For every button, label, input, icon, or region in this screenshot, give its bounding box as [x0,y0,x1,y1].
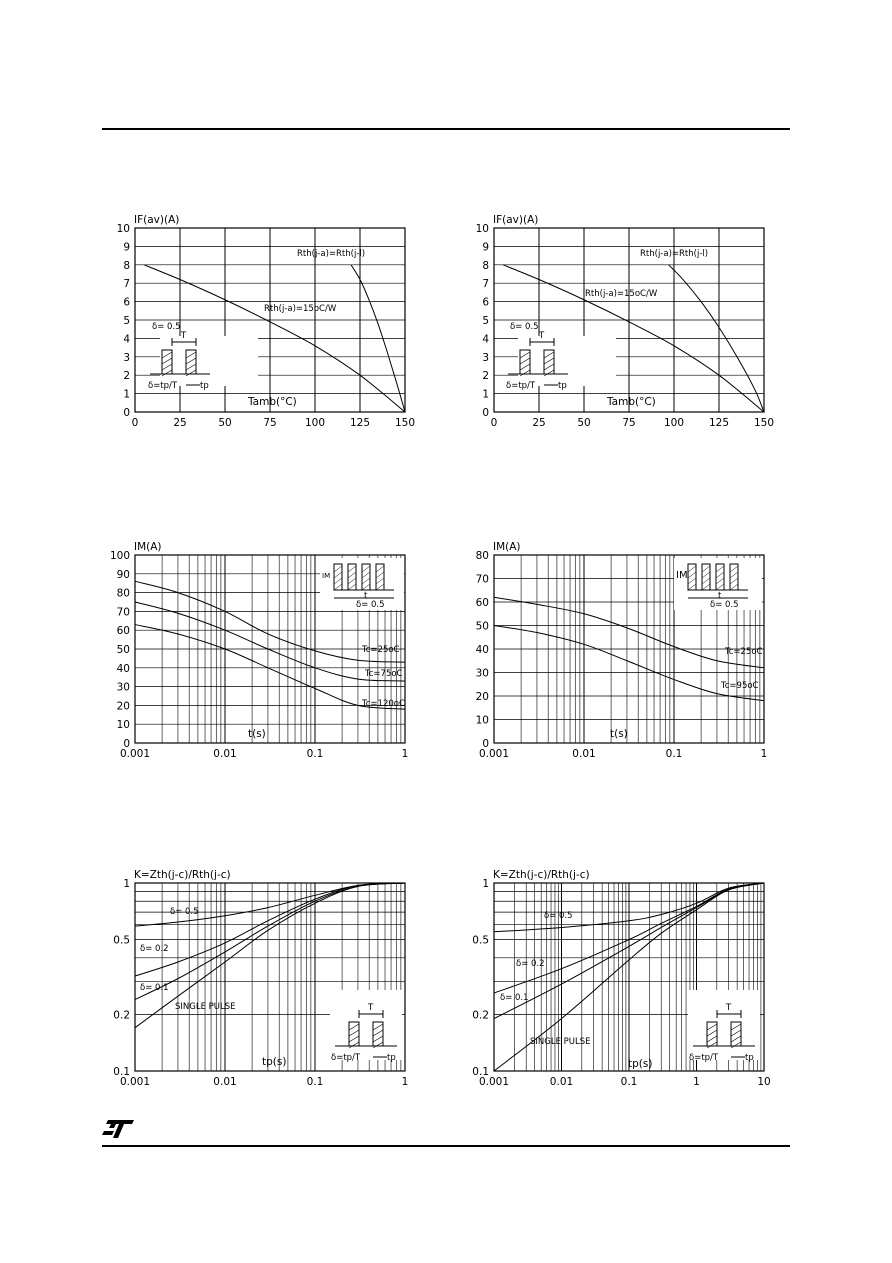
y-tick-label: 0.2 [472,1009,489,1022]
y-tick-label: 7 [123,278,130,291]
y-tick-label: 1 [123,388,130,401]
y-tick-label: 0 [482,738,489,750]
x-tick-label: 125 [349,417,371,429]
y-tick-label: 5 [123,315,130,327]
y-axis-label: IM(A) [134,541,162,553]
inset-formula: δ=tp/T [689,1053,719,1063]
x-tick-label: 1 [401,1076,409,1088]
x-tick-label: 1 [401,748,409,760]
x-tick-label: 0.01 [213,748,237,760]
inset-t: t [364,591,368,601]
x-tick-label: 0.1 [620,1076,638,1088]
current-pulse-inset [320,558,404,610]
series-annotation: δ= 0.5 [170,907,199,917]
inset-bg [518,336,616,386]
x-tick-label: 0.001 [478,1076,510,1088]
series-annotation: Rth(j-a)=15oC/W [585,289,658,299]
y-tick-label: 10 [116,223,130,235]
inset-delta: δ= 0.5 [510,322,539,332]
chart-c3 [110,541,408,760]
series-annotation: δ= 0.2 [516,959,545,969]
y-tick-label: 3 [123,351,130,364]
y-tick-label: 8 [123,259,130,272]
duty-cycle-inset [688,990,760,1063]
y-tick-label: 3 [482,351,489,364]
y-tick-label: 60 [475,597,489,609]
inset-im: IM [676,570,688,581]
x-axis-label: tp(s) [628,1058,653,1070]
x-axis-label: t(s) [610,728,628,740]
y-tick-label: 6 [482,296,489,309]
inset-delta: δ= 0.5 [710,600,739,610]
x-tick-label: 25 [532,417,546,429]
inset-period: T [181,331,187,341]
inset-period: T [368,1003,374,1013]
y-tick-label: 60 [116,625,130,638]
x-tick-label: 50 [577,417,591,429]
y-axis-label: IF(av)(A) [493,214,539,226]
series-annotation: Tc=120oC [362,699,405,709]
y-tick-label: 50 [116,644,130,656]
y-tick-label: 50 [475,620,489,633]
y-tick-label: 70 [475,573,489,586]
x-tick-label: 1 [693,1076,700,1088]
x-tick-label: 0.1 [306,1076,324,1088]
series-annotation: Tc=75oC [365,669,403,679]
series-annotation: Tc=25oC [725,647,763,657]
x-tick-label: 75 [263,417,277,429]
x-tick-label: 0.1 [306,748,324,760]
y-tick-label: 10 [475,223,489,235]
inset-delta: δ= 0.5 [152,322,181,332]
x-tick-label: 1 [760,748,768,760]
series-annotation: Tc=95oC [721,681,759,691]
inset-tp: tp [745,1053,754,1063]
x-tick-label: 0.01 [572,748,596,760]
inset-tp: tp [200,381,209,391]
chart-c6 [472,869,770,1088]
series-line [135,883,405,1000]
chart-c5 [113,869,408,1088]
x-tick-label: 50 [218,417,232,429]
inset-bg [688,990,760,1060]
duty-cycle-inset [330,990,402,1063]
y-tick-label: 1 [123,878,130,890]
y-tick-label: 10 [116,719,130,732]
inset-delta: δ= 0.5 [356,600,385,610]
x-tick-label: 25 [173,417,187,429]
chart-c1 [117,214,415,429]
x-axis-label: Tamb(°C) [248,396,297,408]
series-annotation: Rth(j-a)=Rth(j-l) [640,249,709,259]
inset-bg [330,990,402,1060]
series-annotation: Rth(j-a)=Rth(j-l) [297,249,366,259]
y-tick-label: 2 [123,370,130,383]
x-tick-label: 100 [304,417,326,429]
y-tick-label: 0 [123,738,130,750]
y-axis-label: IM(A) [493,541,521,553]
y-tick-label: 0.5 [472,934,489,947]
x-tick-label: 0.1 [665,748,683,760]
y-tick-label: 9 [123,241,130,254]
y-tick-label: 100 [109,550,130,562]
series-annotation: δ= 0.2 [140,944,169,954]
y-tick-label: 0 [482,407,489,419]
y-tick-label: 80 [475,550,489,562]
y-tick-label: 8 [482,259,489,272]
y-tick-label: 1 [482,878,489,890]
x-tick-label: 0.01 [213,1076,237,1088]
duty-cycle-inset [148,322,258,391]
x-tick-label: 150 [753,417,775,429]
y-tick-label: 4 [482,333,489,346]
x-tick-label: 0 [490,417,498,429]
y-tick-label: 70 [116,606,130,619]
y-tick-label: 10 [475,714,489,727]
y-tick-label: 4 [123,333,130,346]
y-axis-label: K=Zth(j-c)/Rth(j-c) [493,869,590,881]
y-tick-label: 1 [482,388,489,401]
y-tick-label: 0.1 [472,1066,489,1078]
inset-bg [160,336,258,386]
inset-tp: tp [558,381,567,391]
y-tick-label: 0.2 [113,1009,130,1022]
x-tick-label: 150 [394,417,416,429]
chart-c4 [476,541,768,760]
series-annotation: δ= 0.1 [140,983,169,993]
y-tick-label: 7 [482,278,489,291]
y-tick-label: 40 [475,644,489,656]
y-tick-label: 5 [482,315,489,327]
inset-formula: δ=tp/T [148,381,178,391]
y-tick-label: 6 [123,296,130,309]
series-annotation: δ= 0.5 [544,911,573,921]
y-tick-label: 0 [123,407,130,419]
y-axis-label: K=Zth(j-c)/Rth(j-c) [134,869,231,881]
y-tick-label: 30 [475,667,489,680]
y-tick-label: 40 [116,662,130,675]
x-tick-label: 0.001 [119,748,151,760]
duty-cycle-inset [506,322,616,391]
x-tick-label: 0.001 [119,1076,151,1088]
x-tick-label: 0 [131,417,139,429]
inset-formula: δ=tp/T [331,1053,361,1063]
series-annotation: SINGLE PULSE [175,1002,236,1012]
series-annotation: Rth(j-a)=15oC/W [264,304,337,314]
inset-period: T [539,331,545,341]
x-tick-label: 0.01 [549,1076,574,1088]
series-line [135,625,405,710]
y-axis-label: IF(av)(A) [134,214,180,226]
x-axis-label: t(s) [248,728,266,740]
series-annotation: δ= 0.1 [500,993,529,1003]
x-tick-label: 0.001 [478,748,510,760]
x-tick-label: 125 [708,417,730,429]
inset-im: IM [322,572,331,580]
y-tick-label: 2 [482,370,489,383]
y-tick-label: 90 [116,568,130,581]
current-pulse-inset [674,558,762,610]
y-tick-label: 0.1 [113,1066,130,1078]
inset-tp: tp [387,1053,396,1063]
series-annotation: SINGLE PULSE [530,1037,591,1047]
x-tick-label: 10 [757,1076,771,1088]
chart-c2 [476,214,774,429]
y-tick-label: 30 [116,681,130,694]
y-tick-label: 0.5 [113,934,130,947]
x-axis-label: tp(s) [262,1056,287,1068]
x-axis-label: Tamb(°C) [607,396,656,408]
y-tick-label: 20 [116,700,130,713]
inset-t: t [718,591,722,601]
series-annotation: Tc=25oC [362,645,400,655]
inset-period: T [726,1003,732,1013]
inset-formula: δ=tp/T [506,381,536,391]
y-tick-label: 80 [116,587,130,600]
x-tick-label: 75 [622,417,636,429]
y-tick-label: 9 [482,241,489,254]
x-tick-label: 100 [663,417,685,429]
y-tick-label: 20 [475,691,489,703]
